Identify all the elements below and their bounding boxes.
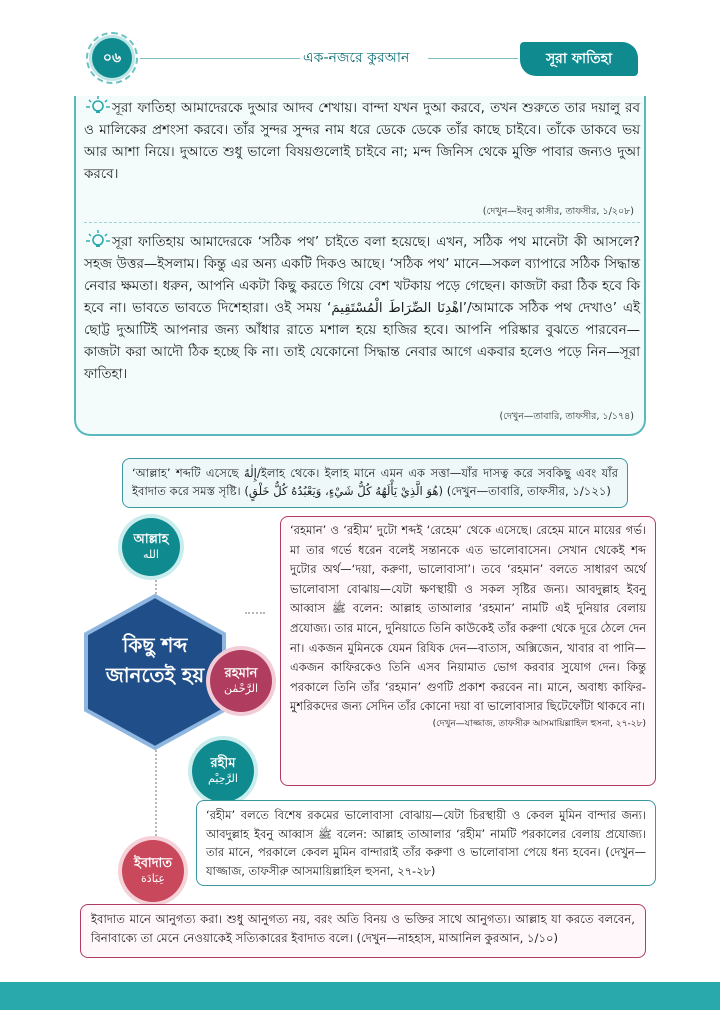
lightbulb-icon <box>84 96 112 116</box>
surah-label: সূরা ফাতিহা <box>520 42 638 76</box>
reference-tabari-1: (দেখুন—তাবারি, তাফসীর, ১/১৭৪) <box>499 411 634 422</box>
connector-line <box>245 612 265 614</box>
reference-zajjaj: (দেখুন—যাজ্জাজ, তাফসীরু আসমায়িল্লাহিল হুসনা, ২৭-২৮) <box>432 718 646 729</box>
footer-bar <box>0 982 720 1010</box>
term-raheem-circle <box>192 740 254 802</box>
term-ibadat-arabic: عِبَادَة <box>141 872 165 885</box>
hub-title <box>80 630 230 690</box>
ibadat-definition-box: ইবাদাত মানে আনুগত্য করা। শুধু আনুগত্য নয়, বরং অতি বিনয় ও ভক্তির সাথে আনুগত্য। আল্লাহ যা করতে বলবেন, বিনাবাক্যে তা মেনে নেওয়াকেই সত্যিকারের ইবাদাত বলে। (দেখুন—নাহহাস, মাআনিল কুরআন, ১/১০) <box>80 904 646 958</box>
rahman-explanation-box <box>280 516 656 786</box>
term-ibadat-bengali: ইবাদাত <box>133 856 173 871</box>
allah-definition-box: ‘আল্লাহ’ শব্দটি এসেছে إِلٰهٌ/ইলাহ থেকে। ইলাহ মানে এমন এক সত্তা—যাঁর দাসত্ব করে সবকিছু এবং যাঁর ইবাদাত করে সমস্ত সৃষ্টি। (هُوَ الَّذِيْ يَأْلَهُهُ كُلُّ شَيْءٍ، وَيَعْبُدُهُ كُلُّ خَلْقٍ) (দেখুন—তাবারি, তাফসীর, ১/১২১) <box>122 458 628 508</box>
header-divider-left <box>140 58 300 59</box>
term-raheem-arabic: الرَّحِيْم <box>208 772 238 785</box>
term-allah-circle <box>122 518 180 576</box>
term-raheem-bengali: রহীম <box>210 756 236 771</box>
paragraph-text: সূরা ফাতিহা আমাদেরকে দুআর আদব শেখায়। বান্দা যখন দুআ করবে, তখন শুরুতে তার দয়ালু রব ও মালিকের প্রশংসা করবে। তাঁর সুন্দর সুন্দর নাম ধরে ডেকে ডেকে তাঁর কাছে চাইবে। তাঁকে ডাকবে ভয় আর আশা নিয়ে। দুআতে শুধু ভালো বিষয়গুলোই চাইবে না; মন্দ জিনিস থেকে মুক্তি পাবার জন্যও দুআ করবে। <box>84 101 640 182</box>
term-allah-arabic: الله <box>143 548 159 561</box>
raheem-explanation-box: ‘রহীম’ বলতে বিশেষ রকমের ভালোবাসা বোঝায়—যেটা চিরস্থায়ী ও কেবল মুমিন বান্দার জন্য। আবদুল্লাহ ইবনু আব্বাস ﷺ বলেন: আল্লাহ তাআলার ‘রহীম’ নামটি পরকালের বেলায় প্রযোজ্য। তার মানে, পরকালে কেবল মুমিন বান্দারাই তাঁর করুণা ও ভালোবাসা পেয়ে ধন্য হবেন। (দেখুন—যাজ্জাজ, তাফসীরু আসমায়িল্লাহিল হুসনা, ২৭-২৮) <box>196 800 656 886</box>
page-header <box>0 28 720 88</box>
header-divider-right <box>428 58 518 59</box>
term-rahman-circle <box>210 650 272 712</box>
lightbulb-icon <box>84 230 112 250</box>
hub-title-line2: জানতেই হয় <box>105 663 205 687</box>
paragraph-dua-etiquette <box>84 96 640 186</box>
connector-line <box>155 750 157 840</box>
book-title: এক-নজরে কুরআন <box>303 50 410 66</box>
rahman-explanation-text: ‘রহমান’ ও ‘রহীম’ দুটো শব্দই ‘রেহেম’ থেকে এসেছে। রেহেম মানে মায়ের গর্ভ। মা তার গর্ভে ধরেন বলেই সন্তানকে এত ভালোবাসেন। সেখান থেকেই শব্দ দুটোর অর্থ—‘দয়া, করুণা, ভালোবাসা’। তবে ‘রহমান’ বলতে সাধারণ অর্থে ভালোবাসা বোঝায়—যেটা ক্ষণস্থায়ী ও সকল সৃষ্টির জন্য। আবদুল্লাহ ইবনু আব্বাস ﷺ বলেন: আল্লাহ তাআলার ‘রহমান’ নামটি এই দুনিয়ার বেলায় প্রযোজ্য। তার মানে, দুনিয়াতে তিনি কাউকেই তাঁর করুণা থেকে দূরে ঠেলে দেন না। একজন মুমিনকে যেমন রিযিক দেন—বাতাস, অক্সিজেন, খাবার বা পানি—একজন কাফিরকেও তিনি এসব নিয়ামাত ভোগ করবার সুযোগ দেন। কিন্তু পরকালে তিনি তাঁর ‘রহমান’ গুণটি প্রকাশ করবেন না। মানে, অবাধ্য কাফির-মুশরিকদের জন্য সেদিন তাঁর কোনো দয়া বা ভালোবাসার ছিটেফোঁটা থাকবে না। <box>290 523 646 714</box>
paragraph-text: সূরা ফাতিহায় আমাদেরকে ‘সঠিক পথ’ চাইতে বলা হয়েছে। এখন, সঠিক পথ মানেটা কী আসলে? সহজ উত্তর—ইসলাম। কিন্তু এর অন্য একটি দিকও আছে। ‘সঠিক পথ’ মানে—সকল ব্যাপারে সঠিক সিদ্ধান্ত নেবার ক্ষমতা। ধরুন, আপনি একটা কিছু করতে গিয়ে বেশ খটকায় পড়ে গেছেন। কাজটা করা ঠিক হবে কি হবে না। ভাবতে ভাবতে দিশেহারা। ওই সময় ‘اهْدِنَا الصِّرَاطَ الْمُسْتَقِيمَ’/আমাকে সঠিক পথ দেখাও’ এই ছোট্ট দুআটিই আপনার জন্য আঁধার রাতে মশাল হয়ে হাজির হবে। আপনি পরিষ্কার বুঝতে পারবেন—কাজটা করা আদৌ ঠিক হচ্ছে কি না। তাই যেকোনো সিদ্ধান্ত নেবার আগে একবার হলেও পড়ে নিন—সূরা ফাতিহা। <box>84 235 640 382</box>
section-divider <box>84 222 640 223</box>
paragraph-right-path <box>84 230 640 386</box>
page-number: ০৬ <box>92 38 132 78</box>
term-ibadat-circle <box>122 840 184 902</box>
hub-title-line1: কিছু শব্দ <box>122 633 188 657</box>
term-allah-bengali: আল্লাহ <box>133 532 169 547</box>
term-rahman-bengali: রহমান <box>224 666 258 681</box>
term-rahman-arabic: الرَّحْمٰن <box>223 682 258 695</box>
reference-ibn-kathir: (দেখুন—ইবনু কাসীর, তাফসীর, ১/২০৮) <box>482 206 634 217</box>
